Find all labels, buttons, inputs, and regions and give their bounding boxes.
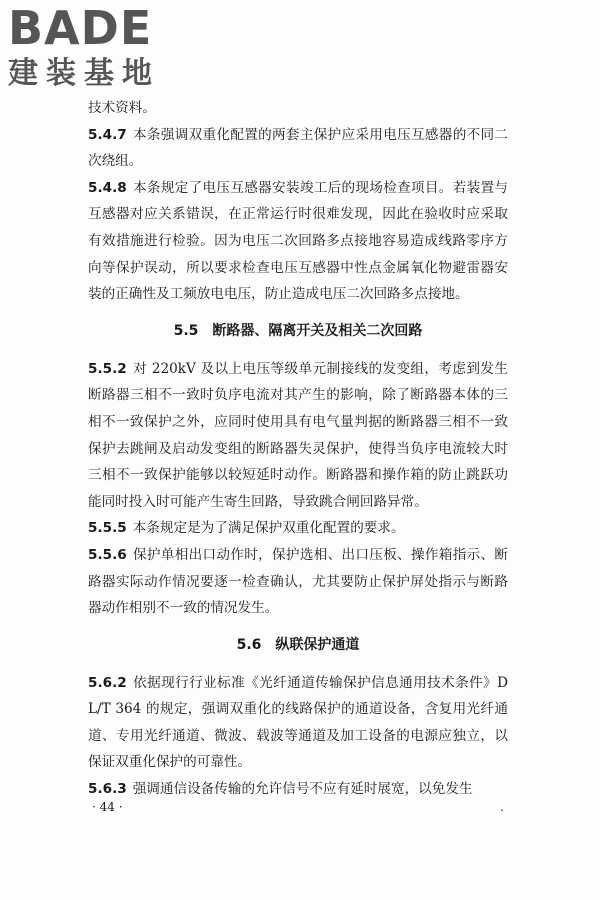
paragraph-text: 技术资料。 [88,100,156,116]
clause-number: 5.6.2 [88,674,127,691]
clause-number: 5.4.7 [88,126,127,143]
section-number: 5.5 [173,322,199,339]
paragraph-text: 保护单相出口动作时，保护选相、出口压板、操作箱指示、断路器实际动作情况要逐一检查确认，尤其要防止保护屏处指示与断路器动作相别不一致的情况发生。 [88,546,508,617]
paragraph-5-6-2 [88,670,508,776]
paragraph-5-5-6 [88,542,508,622]
paragraph-5-4-8 [88,175,508,308]
section-title: 纵联保护通道 [275,636,360,653]
paragraph-text: 对 220kV 及以上电压等级单元制接线的发变组，考虑到发生断路器三相不一致时负序电流对其产生的影响，除了断路器本体的三相不一致保护之外，应同时使用具有电气量判据的断路器三相不一致保护去跳闸及启动发变组的断路器失灵保护，使得当负序电流较大时三相不一致保护能够以较短延时动作。断路器和操作箱的防止跳跃功能同时投入时可能产生寄生回路，导致跳合闸回路异常。 [88,360,508,510]
clause-number: 5.5.5 [88,520,127,537]
clause-number: 5.4.8 [88,179,127,196]
section-number: 5.6 [236,636,262,653]
clause-number: 5.6.3 [88,781,127,798]
paragraph-text: 本条规定是为了满足保护双重化配置的要求。 [132,520,405,537]
logo-brand: BADE [8,1,153,55]
paragraph-5-4-7 [88,122,508,175]
paragraph-5-5-5 [88,515,508,542]
paragraph-5-5-2 [88,356,508,516]
section-heading-5-6 [88,632,508,658]
paragraph-text: 强调通信设备传输的允许信号不应有延时展宽，以免发生 [132,781,473,798]
clause-number: 5.5.2 [88,360,127,377]
page-number: · 44 · [92,800,123,814]
section-heading-5-5 [88,318,508,344]
paragraph [88,95,508,122]
logo-subtitle: 建装基地 [8,56,160,91]
bade-logo [6,2,186,94]
paragraph-text: 本条规定了电压互感器安装竣工后的现场检查项目。若装置与互感器对应关系错误，在正常运行时很难发现，因此在验收时应采取有效措施进行检验。因为电压二次回路多点接地容易造成线路零序方向等保护误动，所以要求检查电压互感器中性点金属氧化物避雷器安装的正确性及工频放电电压，防止造成电压二次回路多点接地。 [88,179,508,303]
section-title: 断路器、隔离开关及相关二次回路 [212,322,423,339]
document-body [88,95,508,803]
paragraph-5-6-3 [88,776,508,803]
footer-mark: . [500,800,504,814]
clause-number: 5.5.6 [88,546,127,563]
paragraph-text: 本条强调双重化配置的两套主保护应采用电压互感器的不同二次绕组。 [88,126,508,170]
paragraph-text: 依据现行行业标准《光纤通道传输保护信息通用技术条件》DL/T 364 的规定，强调双重化的线路保护的通道设备，含复用光纤通道、专用光纤通道、微波、载波等通道及加工设备的电源应独立，以保证双重化保护的可靠性。 [88,674,508,771]
